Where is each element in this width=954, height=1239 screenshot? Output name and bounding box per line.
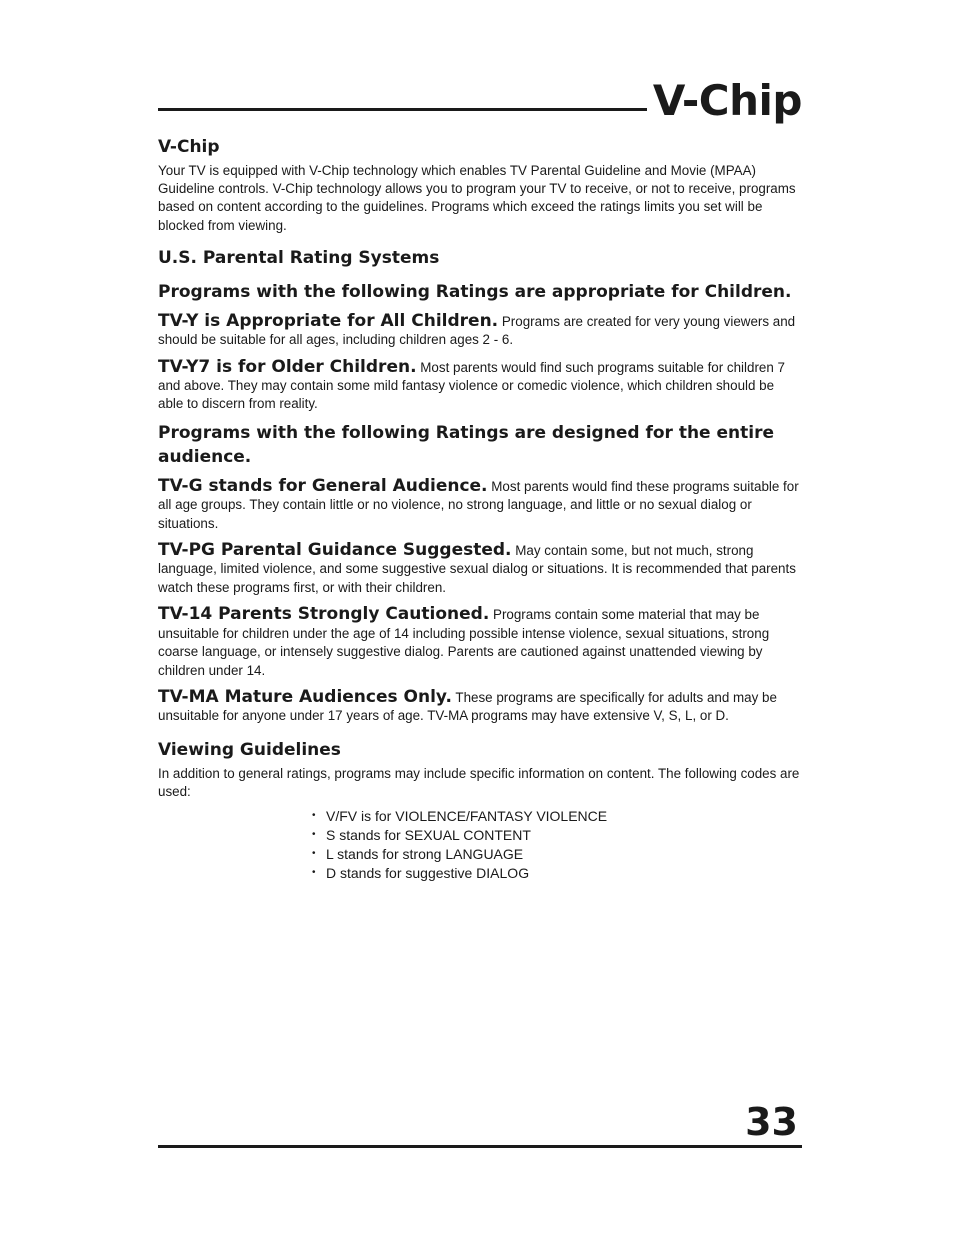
rating-title: TV-PG Parental Guidance Suggested. [158, 540, 512, 561]
list-item [312, 845, 802, 864]
rating-tv-g [158, 477, 802, 533]
rating-title: TV-Y is Appropriate for All Children. [158, 310, 499, 331]
rating-tv-14 [158, 605, 802, 680]
rating-tv-ma [158, 688, 802, 726]
us-ratings-title: U.S. Parental Rating Systems [158, 247, 440, 268]
vchip-intro-text: Your TV is equipped with V-Chip technology which enables TV Parental Guideline and Movie (MPAA) Guideline controls. V-Chip technology allows you to program your TV to receive, or not to receive, programs based on content according to the guidelines. Programs which exceed the ratings limits you set will be blocked from viewing. [158, 163, 796, 233]
bullet-icon: • [312, 828, 316, 840]
manual-page [158, 72, 802, 882]
rating-title: TV-G stands for General Audience. [158, 475, 488, 496]
rating-title: TV-MA Mature Audiences Only. [158, 686, 452, 707]
list-item [312, 807, 802, 826]
rating-description: Most parents would find such programs suitable for children 7 and above. They may contain some mild fantasy violence or comedic violence, which children should be able to discern from reality. [158, 359, 785, 412]
rating-description: Most parents would find these programs suitable for all age groups. They contain little or no violence, no strong language, and little or no sexual dialog or situations. [158, 478, 799, 531]
rating-title: TV-14 Parents Strongly Cautioned. [158, 604, 490, 625]
page-footer [158, 1100, 802, 1148]
list-item [312, 864, 802, 883]
rating-description: Programs contain some material that may be unsuitable for children under the age of 14 including possible intense violence, sexual situations, strong coarse language, or intensely suggestive dialog. Parents are cautioned against unattended viewing by children under 14. [158, 607, 770, 678]
content-code: V/FV is for VIOLENCE/FANTASY VIOLENCE [326, 808, 608, 825]
bullet-icon: • [312, 847, 316, 859]
page-title: V-Chip [652, 76, 802, 125]
children-ratings-heading: Programs with the following Ratings are appropriate for Children. [158, 281, 792, 302]
bullet-icon: • [312, 810, 316, 822]
viewing-guidelines-text: In addition to general ratings, programs may include specific information on content. The following codes are used: [158, 765, 800, 799]
rating-description: May contain some, but not much, strong language, limited violence, and some suggestive sexual dialog or situations. It is recommended that parents watch these programs first, or with their children. [158, 543, 796, 595]
page-header [158, 72, 802, 124]
viewing-guidelines-title: Viewing Guidelines [158, 739, 341, 760]
rating-description: Programs are created for very young viewers and should be suitable for all ages, including children ages 2 - 6. [158, 313, 796, 348]
rating-tv-pg [158, 541, 802, 597]
content-codes-list [158, 807, 802, 882]
content-code: L stands for strong LANGUAGE [326, 845, 524, 862]
bullet-icon: • [312, 866, 316, 878]
header-rule [158, 108, 647, 111]
rating-tv-y [158, 312, 802, 350]
rating-tv-y7 [158, 358, 802, 414]
rating-description: These programs are specifically for adults and may be unsuitable for anyone under 17 years of age. TV-MA programs may have extensive V, S, L, or D. [158, 689, 777, 724]
rating-title: TV-Y7 is for Older Children. [158, 356, 417, 377]
content-code: D stands for suggestive DIALOG [326, 864, 530, 881]
footer-rule [158, 1145, 802, 1148]
list-item [312, 826, 802, 845]
vchip-section-title: V-Chip [158, 137, 220, 157]
page-number: 33 [745, 1100, 798, 1144]
audience-ratings-heading: Programs with the following Ratings are designed for the entire audience. [158, 422, 775, 467]
content-code: S stands for SEXUAL CONTENT [326, 826, 531, 843]
